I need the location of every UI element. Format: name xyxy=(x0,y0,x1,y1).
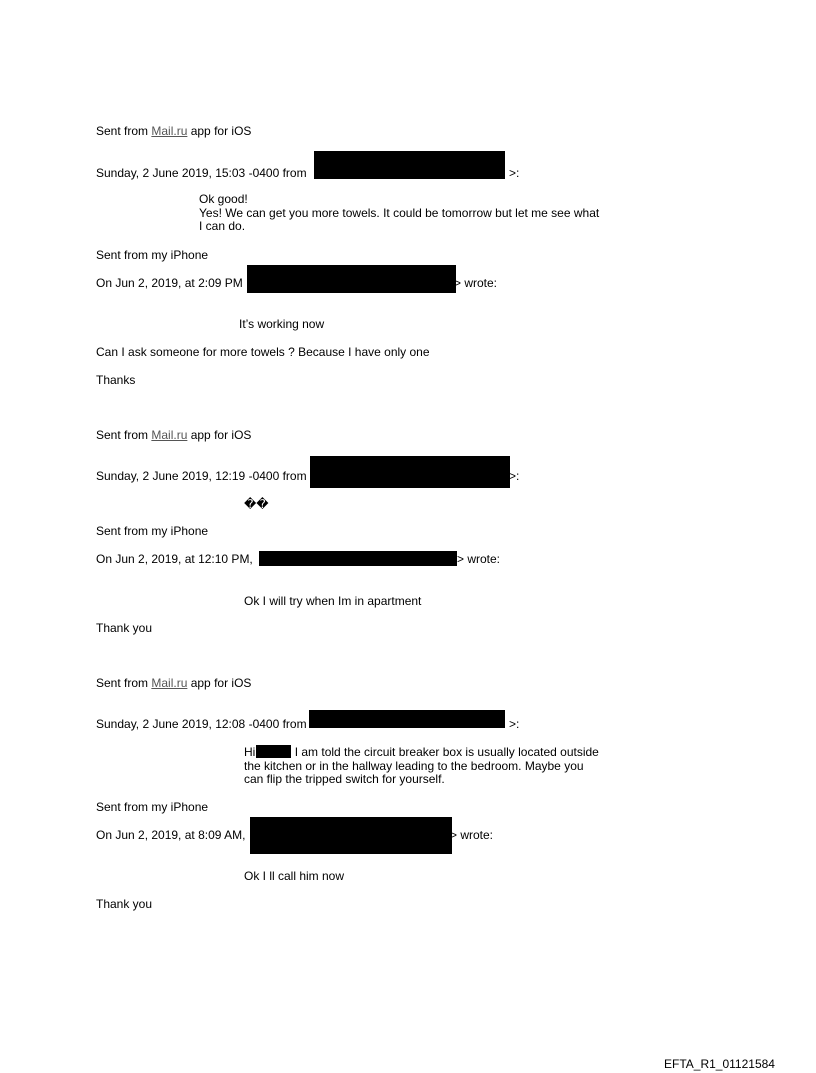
date-line-tail-2: >: xyxy=(509,469,520,483)
quote-line: I can do. xyxy=(199,219,246,233)
reply-2: Ok I will try when Im in apartment xyxy=(244,594,422,608)
document-id-footer: EFTA_R1_01121584 xyxy=(664,1057,775,1071)
wrote-3: > wrote: xyxy=(450,828,494,842)
quote-line xyxy=(244,745,599,760)
sent-from-iphone-1: Sent from my iPhone xyxy=(96,248,209,262)
quote-line: can flip the tripped switch for yourself. xyxy=(244,772,445,786)
on-date-line-1: On Jun 2, 2019, at 2:09 PM xyxy=(96,276,243,290)
quote-line: the kitchen or in the hallway leading to the bedroom. Maybe you xyxy=(244,758,584,773)
mailru-link[interactable]: Mail.ru xyxy=(151,428,188,442)
sent-from-suffix: app for iOS xyxy=(187,676,252,690)
sent-from-suffix: app for iOS xyxy=(187,124,252,138)
message-thank-you-2: Thank you xyxy=(96,621,153,635)
date-line-1: Sunday, 2 June 2019, 15:03 -0400 from xyxy=(96,166,307,180)
message-thank-you-3: Thank you xyxy=(96,897,153,911)
sent-from-prefix: Sent from xyxy=(96,428,152,442)
quoted-message-2: �� xyxy=(244,497,269,511)
wrote-2: > wrote: xyxy=(457,552,501,566)
redaction-box xyxy=(309,710,505,728)
redaction-box xyxy=(256,745,291,758)
redaction-box xyxy=(250,817,452,854)
sent-from-iphone-3: Sent from my iPhone xyxy=(96,800,209,814)
sent-from-prefix: Sent from xyxy=(96,124,152,138)
date-line-tail-1: >: xyxy=(509,166,520,180)
quote-greeting: Hi xyxy=(244,745,256,759)
sent-from-iphone-2: Sent from my iPhone xyxy=(96,524,209,538)
message-1: Can I ask someone for more towels ? Because I have only one xyxy=(96,345,430,359)
redaction-box xyxy=(314,151,505,179)
mailru-link[interactable]: Mail.ru xyxy=(151,124,188,138)
sent-from-mailru-2 xyxy=(96,428,251,442)
on-date-line-2: On Jun 2, 2019, at 12:10 PM, xyxy=(96,552,253,566)
reply-1: It’s working now xyxy=(239,317,325,331)
quoted-message-1 xyxy=(199,193,599,234)
quote-line-rest: I am told the circuit breaker box is usually located outside xyxy=(294,745,599,759)
on-date-line-3: On Jun 2, 2019, at 8:09 AM, xyxy=(96,828,246,842)
date-line-tail-3: >: xyxy=(509,717,520,731)
mailru-link[interactable]: Mail.ru xyxy=(151,676,188,690)
quote-line: Ok good! xyxy=(199,192,248,206)
reply-3: Ok I ll call him now xyxy=(244,869,345,883)
sent-from-mailru-3 xyxy=(96,676,251,690)
date-line-3: Sunday, 2 June 2019, 12:08 -0400 from xyxy=(96,717,307,731)
sent-from-mailru-1 xyxy=(96,124,251,138)
sent-from-prefix: Sent from xyxy=(96,676,152,690)
quote-line: Yes! We can get you more towels. It could be tomorrow but let me see what xyxy=(199,205,600,220)
redaction-box xyxy=(259,551,457,566)
wrote-1: > wrote: xyxy=(454,276,498,290)
message-thanks: Thanks xyxy=(96,373,136,387)
date-line-2: Sunday, 2 June 2019, 12:19 -0400 from xyxy=(96,469,307,483)
redaction-box xyxy=(247,265,456,293)
quoted-message-3 xyxy=(244,745,599,787)
sent-from-suffix: app for iOS xyxy=(187,428,252,442)
redaction-box xyxy=(310,456,510,488)
